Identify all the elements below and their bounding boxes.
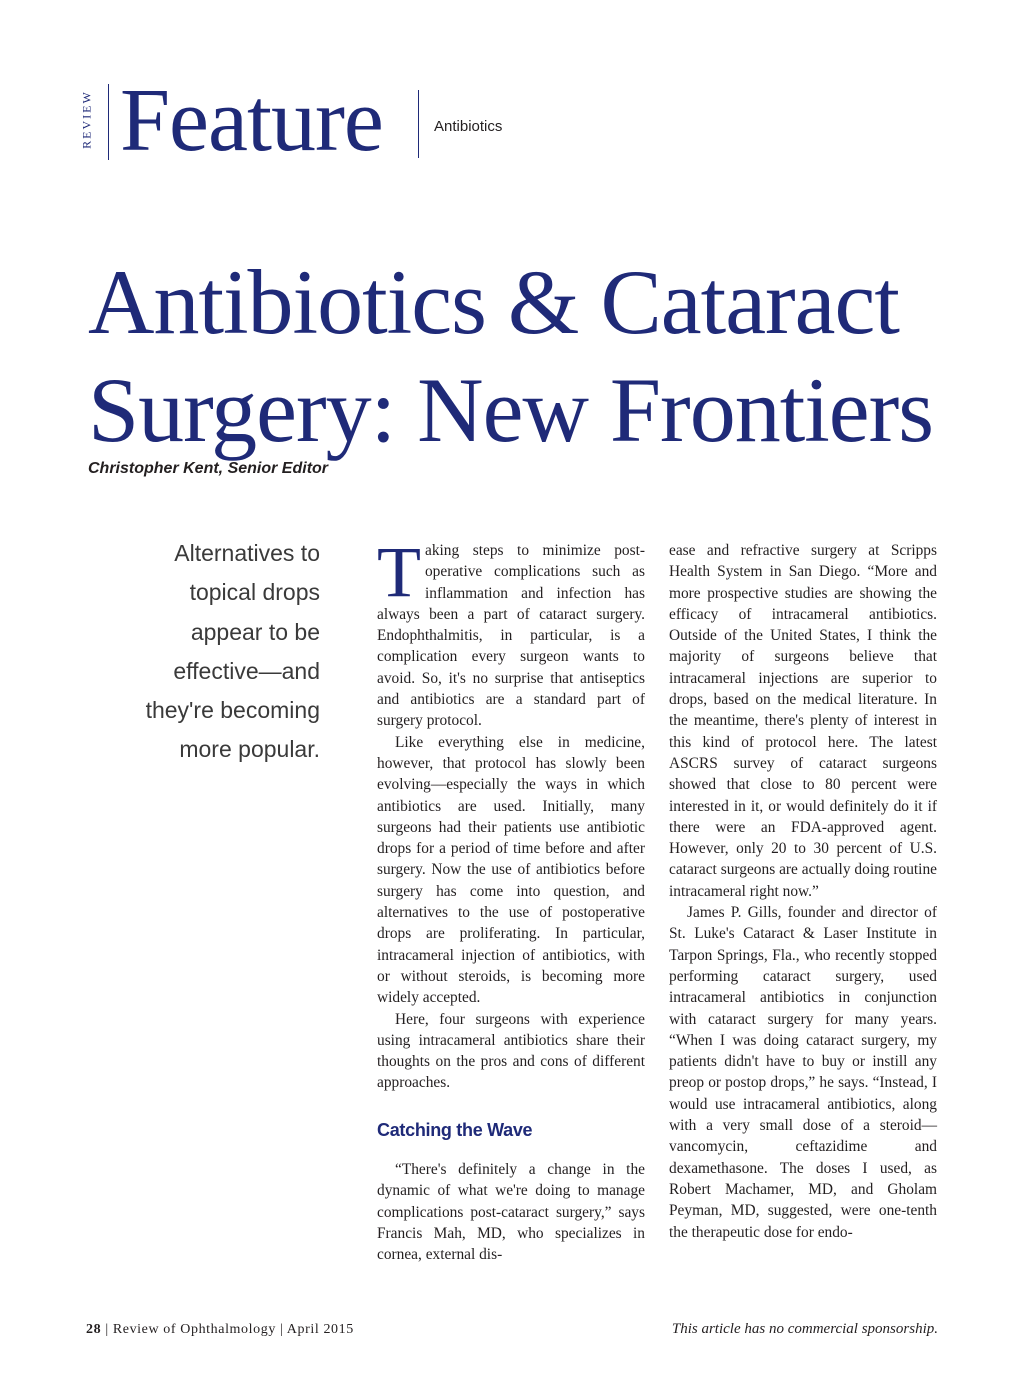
publication-name: Review of Ophthalmology [112,1322,276,1337]
article-title-line1: Antibiotics & Cataract [88,251,899,353]
page-footer [86,1322,354,1338]
feature-heading: Feature [120,71,383,170]
body-paragraph: Here, four surgeons with experience using intracameral antibiotics share their thoughts on the pros and cons of different approaches. [377,1010,645,1092]
pull-quote-line: topical drops [189,579,320,606]
body-paragraph: Like everything else in medicine, however, that protocol has slowly been evolving—especially the ways in which antibiotics are used. Initially, many surgeons had their patients use antibiotic drops for a period of time before and after surgery. Now the use of antibiotics before surgery has come into question, and alternatives to the use of postoperative drops are proliferating. In particular, intracameral injection of antibiotics, with or without steroids, is becoming more widely accepted. [377,733,645,1007]
paragraph-text: aking steps to minimize post-operative complications such as inflammation and infection has always been a part of cataract surgery. Endophthalmitis, in particular, is a complication every surgeon wants to avoid. So, it's no surprise that antiseptics and antibiotics are a standard part of surgery protocol. [377,542,645,730]
body-paragraph: “There's definitely a change in the dynamic of what we're doing to manage complications post-cataract surgery,” says Francis Mah, MD, who specializes in cornea, external dis- [377,1161,645,1264]
issue-date: April 2015 [286,1322,354,1337]
body-column-1 [377,532,645,1266]
article-title [88,248,988,464]
pull-quote-line: appear to be [190,618,320,645]
pull-quote-line: more popular. [179,736,320,763]
header-divider-left [108,84,109,160]
section-subhead: Catching the Wave [377,1119,533,1140]
pull-quote-line: they're becoming [145,697,320,724]
body-paragraph: James P. Gills, founder and director of St. Luke's Cataract & Laser Institute in Tarpon Springs, Fla., who recently stopped performing cataract surgery, used intracameral antibiotics in conjunction with cataract surgery for many years. “When I was doing cataract surgery, my patients didn't have to buy or instill any preop or postop drops,” he says. “Instead, I would use intracameral antibiotics, along with a very small dose of a steroid—vancomycin, ceftazidime and dexamethasone. The doses I used, as Robert Machamer, MD, and Gholam Peyman, MD, suggested, were one-tenth the therapeutic dose for endo- [669,904,937,1241]
review-vertical-label [73,84,101,160]
page-number: 28 [86,1322,102,1337]
body-paragraph [377,532,645,732]
byline: Christopher Kent, Senior Editor [88,460,329,477]
article-title-line2: Surgery: New Frontiers [88,359,934,461]
body-paragraph: ease and refractive surgery at Scripps Health System in San Diego. “More and more prospective studies are showing the efficacy of intracameral antibiotics. Outside of the United States, I think the majority of surgeons believe that intracameral injections are superior to drops, based on the medical literature. In the meantime, there's plenty of interest in this kind of protocol here. The latest ASCRS survey of cataract surgeons showed that close to 80 percent were interested in it, or would definitely do it if there were an FDA-approved agent. However, only 20 to 30 percent of U.S. cataract surgeons are actually doing routine intracameral right now.” [669,542,937,900]
header-divider-right [418,90,419,158]
drop-cap: T [377,532,421,612]
sponsorship-note: This article has no commercial sponsorship. [671,1321,938,1337]
pull-quote-line: effective—and [173,657,320,684]
body-column-2 [669,540,937,1243]
pull-quote-line: Alternatives to [174,540,320,566]
footer-separator: | [105,1322,113,1337]
review-vertical-text: REVIEW [79,90,94,149]
section-label: Antibiotics [434,118,503,135]
footer-separator: | [280,1322,287,1337]
pull-quote [108,534,320,770]
